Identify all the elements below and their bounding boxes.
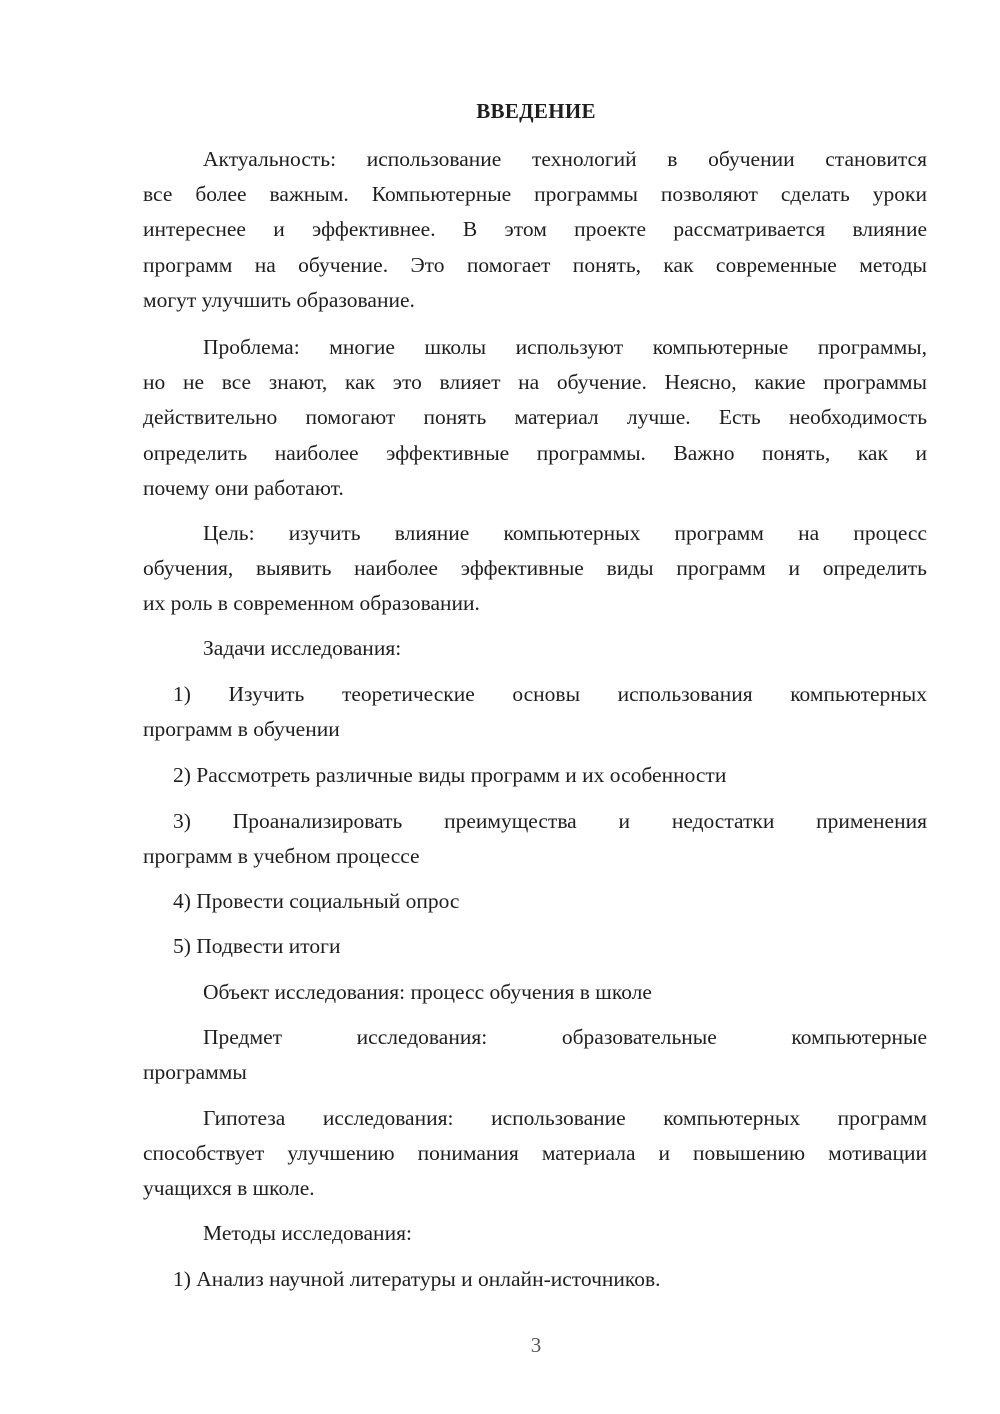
task-item-5 — [143, 929, 927, 964]
method-item-1 — [143, 1262, 927, 1297]
text-line: 3) Проанализировать преимущества и недостатки применения — [173, 809, 927, 833]
task-item-2 — [143, 758, 927, 793]
paragraph-problem — [143, 330, 927, 506]
task-item-3 — [143, 804, 927, 874]
text-line: действительно помогают понять материал лучше. Есть необходимость — [143, 405, 927, 430]
text-line: программ на обучение. Это помогает понять, как современные методы — [143, 252, 927, 277]
paragraph-relevance — [143, 142, 927, 318]
text-line: интереснее и эффективнее. В этом проекте рассматривается влияние — [143, 217, 927, 242]
task-item-4 — [143, 884, 927, 919]
text-line: 4) Провести социальный опрос — [173, 889, 460, 913]
text-line: 2) Рассмотреть различные виды программ и их особенности — [173, 763, 727, 787]
paragraph-object — [143, 975, 927, 1010]
page-number: 3 — [530, 1333, 542, 1357]
text-line: 5) Подвести итоги — [173, 934, 341, 958]
text-line: все более важным. Компьютерные программы позволяют сделать уроки — [143, 182, 927, 207]
text-line: способствует улучшению понимания материала и повышению мотивации — [143, 1141, 927, 1166]
text-line: Актуальность: использование технологий в обучении становится — [203, 147, 927, 171]
text-line: Гипотеза исследования: использование компьютерных программ — [203, 1106, 927, 1130]
text-line: могут улучшить образование. — [143, 287, 415, 312]
paragraph-hypothesis — [143, 1101, 927, 1207]
text-line: обучения, выявить наиболее эффективные виды программ и определить — [143, 556, 927, 581]
paragraph-tasks-heading — [143, 631, 927, 666]
text-line: Методы исследования: — [203, 1221, 412, 1245]
text-line: но не все знают, как это влияет на обучение. Неясно, какие программы — [143, 370, 927, 395]
text-line: Предмет исследования: образовательные компьютерные — [203, 1025, 927, 1049]
text-line: 1) Анализ научной литературы и онлайн-источников. — [173, 1267, 661, 1291]
text-line: определить наиболее эффективные программы. Важно понять, как и — [143, 440, 927, 465]
text-line: программ в учебном процессе — [143, 844, 420, 869]
text-line: Цель: изучить влияние компьютерных программ на процесс — [203, 521, 927, 545]
task-item-1 — [143, 677, 927, 747]
text-line: программ в обучении — [143, 717, 340, 742]
paragraph-goal — [143, 516, 927, 622]
paragraph-methods-heading — [143, 1216, 927, 1251]
text-line: их роль в современном образовании. — [143, 591, 480, 616]
text-line: учащихся в школе. — [143, 1176, 315, 1201]
section-title: ВВЕДЕНИЕ — [476, 99, 596, 123]
text-line: Проблема: многие школы используют компьютерные программы, — [203, 335, 927, 359]
paragraph-subject — [143, 1020, 927, 1090]
text-line: 1) Изучить теоретические основы использования компьютерных — [173, 682, 927, 706]
text-line: Задачи исследования: — [203, 636, 402, 660]
text-line: почему они работают. — [143, 475, 344, 500]
text-line: Объект исследования: процесс обучения в школе — [203, 980, 652, 1004]
text-line: программы — [143, 1060, 247, 1085]
